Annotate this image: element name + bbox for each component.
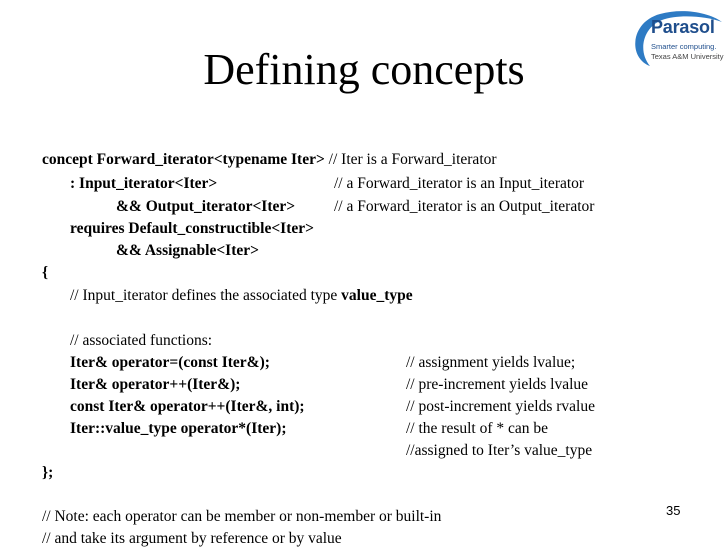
code-comment: // pre-increment yields lvalue xyxy=(406,376,589,393)
code-comment: // assignment yields lvalue; xyxy=(406,354,576,371)
code-line xyxy=(70,286,413,306)
slide-title: Defining concepts xyxy=(203,45,525,94)
code-line xyxy=(70,397,305,417)
code-comment: // a Forward_iterator is an Output_iterator xyxy=(334,198,595,215)
note-line: // and take its argument by reference or by value xyxy=(42,530,342,547)
code-comment: // Input_iterator defines the associated type xyxy=(70,287,342,304)
code-line xyxy=(70,353,270,373)
code-line xyxy=(70,375,240,395)
code-text: && Output_iterator<Iter> xyxy=(116,198,296,215)
code-text: && Assignable<Iter> xyxy=(116,242,259,259)
code-line xyxy=(116,241,259,261)
page-number: 35 xyxy=(666,503,681,518)
code-line xyxy=(42,150,497,170)
code-line xyxy=(70,219,314,239)
code-text: value_type xyxy=(341,287,413,304)
code-line xyxy=(70,419,286,439)
code-text: { xyxy=(42,264,49,281)
code-line xyxy=(42,263,48,283)
code-comment: // the result of * can be xyxy=(406,420,549,437)
logo-brand: Parasol xyxy=(651,17,715,37)
note-line: // Note: each operator can be member or non-member or built-in xyxy=(42,508,442,525)
code-comment: // Iter is a Forward_iterator xyxy=(324,151,497,168)
code-text: const Iter& operator++(Iter&, int); xyxy=(70,398,305,415)
code-text: requires Default_constructible<Iter> xyxy=(70,220,314,237)
code-text: concept Forward_iterator<typename Iter> xyxy=(42,151,325,168)
code-text: Iter& operator++(Iter&); xyxy=(70,376,241,393)
code-line xyxy=(116,197,295,217)
code-comment: // a Forward_iterator is an Input_iterator xyxy=(334,175,585,192)
code-text: : Input_iterator<Iter> xyxy=(70,175,218,192)
code-line xyxy=(42,463,53,483)
code-comment: // post-increment yields rvalue xyxy=(406,398,595,415)
code-text: }; xyxy=(42,464,54,481)
code-comment: // associated functions: xyxy=(70,332,213,349)
code-text: Iter::value_type operator*(Iter); xyxy=(70,420,287,437)
logo-university: Texas A&M University xyxy=(651,52,724,61)
logo-tagline: Smarter computing. xyxy=(651,42,717,51)
parasol-logo xyxy=(626,8,724,70)
code-text: Iter& operator=(const Iter&); xyxy=(70,354,270,371)
code-line xyxy=(70,174,217,194)
code-comment: //assigned to Iter’s value_type xyxy=(406,442,593,459)
